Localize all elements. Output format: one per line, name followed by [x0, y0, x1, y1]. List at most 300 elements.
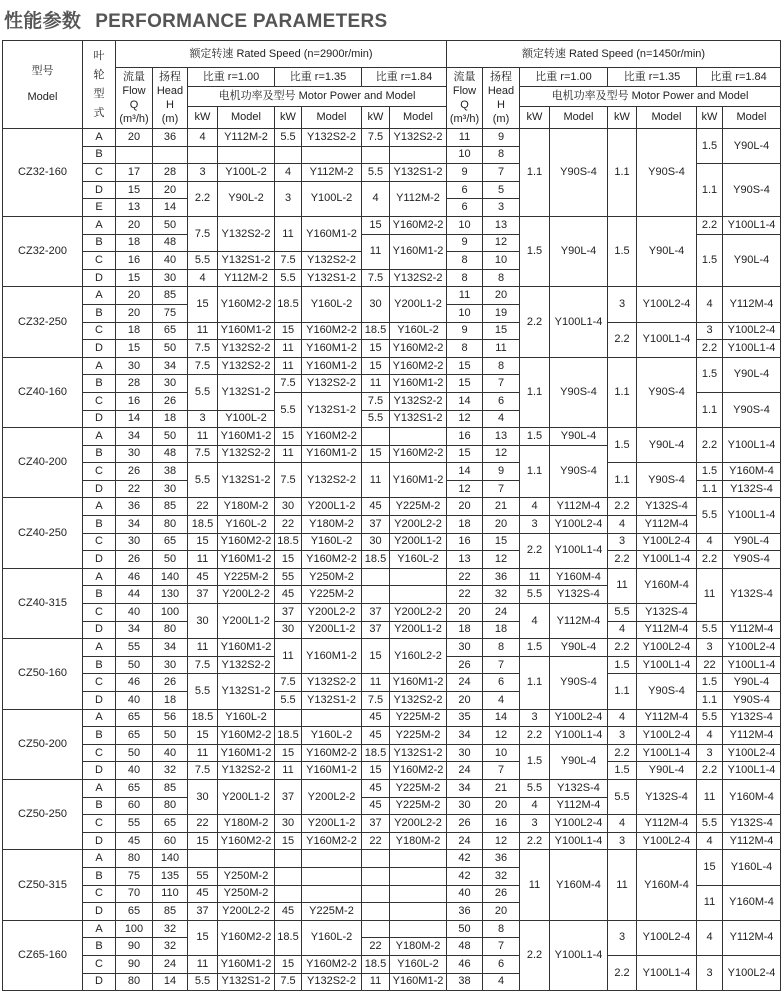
1450-kw: 5.5 — [697, 709, 723, 727]
2900-motor-model: Y160M2-2 — [390, 340, 447, 358]
2900-motor-model: Y160M1-2 — [302, 762, 362, 780]
1450-motor-model: Y90L-4 — [637, 216, 697, 286]
2900-motor-model: Y112M-2 — [218, 129, 275, 147]
1450-kw: 1.5 — [697, 674, 723, 692]
table-row — [3, 762, 781, 780]
1450-flow: 9 — [447, 234, 483, 252]
2900-flow: 65 — [116, 727, 153, 745]
2900-head: 75 — [153, 304, 188, 322]
2900-kw: 7.5 — [362, 269, 390, 287]
2900-kw: 15 — [275, 551, 302, 569]
1450-kw: 4 — [520, 797, 550, 815]
2900-motor-model: Y132S2-2 — [302, 674, 362, 692]
2900-flow: 14 — [116, 410, 153, 428]
2900-motor-model — [302, 867, 362, 885]
1450-flow: 9 — [447, 164, 483, 182]
1450-flow: 46 — [447, 955, 483, 973]
impeller-type: B — [83, 146, 116, 164]
2900-kw: 15 — [362, 216, 390, 234]
1450-kw: 2.2 — [520, 920, 550, 990]
2900-flow: 46 — [116, 568, 153, 586]
2900-kw — [275, 146, 302, 164]
1450-motor-model: Y90S-4 — [550, 129, 608, 217]
1450-motor-model: Y112M-4 — [550, 604, 608, 639]
2900-kw: 45 — [362, 498, 390, 516]
1450-motor-model: Y100L2-4 — [637, 920, 697, 955]
2900-kw: 11 — [275, 445, 302, 463]
pump-model: CZ40-250 — [3, 498, 83, 568]
1450-motor-model: Y90S-4 — [550, 357, 608, 427]
2900-motor-model: Y132S2-2 — [390, 129, 447, 147]
1450-flow: 12 — [447, 480, 483, 498]
1450-kw: 1.1 — [608, 674, 637, 709]
2900-kw: 4 — [275, 164, 302, 182]
1450-flow: 20 — [447, 692, 483, 710]
header-specific-gravity: 比重 r=1.35 — [608, 68, 697, 87]
2900-kw: 11 — [275, 639, 302, 674]
impeller-type: B — [83, 938, 116, 956]
2900-head: 80 — [153, 516, 188, 534]
2900-motor-model: Y132S1-2 — [390, 410, 447, 428]
2900-kw: 4 — [188, 269, 218, 287]
header-model: 型号 Model — [3, 41, 83, 129]
2900-kw: 11 — [188, 744, 218, 762]
1450-motor-model: Y132S-4 — [637, 604, 697, 622]
1450-motor-model: Y100L1-4 — [637, 744, 697, 762]
2900-kw: 18.5 — [362, 955, 390, 973]
2900-motor-model: Y112M-2 — [218, 269, 275, 287]
1450-kw: 11 — [608, 568, 637, 603]
2900-flow: 20 — [116, 287, 153, 305]
1450-flow: 10 — [447, 216, 483, 234]
header-motor: 电机功率及型号 Motor Power and Model — [520, 87, 781, 107]
header-kw: kW — [275, 107, 302, 129]
2900-head: 26 — [153, 674, 188, 692]
2900-kw: 5.5 — [188, 973, 218, 991]
table-row — [3, 815, 781, 833]
2900-head: 50 — [153, 727, 188, 745]
1450-kw: 5.5 — [608, 779, 637, 814]
2900-motor-model: Y200L1-2 — [390, 533, 447, 551]
1450-motor-model: Y90S-4 — [723, 392, 781, 427]
1450-flow: 50 — [447, 920, 483, 938]
header-kw: kW — [520, 107, 550, 129]
2900-motor-model: Y132S2-2 — [302, 129, 362, 147]
1450-motor-model: Y132S-4 — [723, 480, 781, 498]
2900-flow: 22 — [116, 480, 153, 498]
2900-kw — [188, 146, 218, 164]
header-specific-gravity: 比重 r=1.00 — [520, 68, 608, 87]
2900-motor-model: Y160M2-2 — [390, 762, 447, 780]
2900-kw: 18.5 — [188, 516, 218, 534]
2900-flow — [116, 146, 153, 164]
impeller-type: D — [83, 832, 116, 850]
2900-motor-model: Y132S2-2 — [218, 216, 275, 251]
1450-head: 5 — [483, 181, 520, 199]
1450-kw: 1.1 — [520, 656, 550, 709]
2900-head: 56 — [153, 709, 188, 727]
title-cn: 性能参数 — [4, 11, 82, 32]
2900-head: 50 — [153, 340, 188, 358]
2900-flow: 30 — [116, 357, 153, 375]
2900-head: 30 — [153, 480, 188, 498]
1450-kw: 1.1 — [697, 164, 723, 217]
2900-kw: 15 — [275, 322, 302, 340]
impeller-type: A — [83, 639, 116, 657]
1450-motor-model: Y90S-4 — [550, 445, 608, 498]
1450-motor-model: Y100L2-4 — [723, 955, 781, 990]
2900-motor-model: Y160M2-2 — [302, 832, 362, 850]
1450-flow: 30 — [447, 744, 483, 762]
impeller-type: C — [83, 392, 116, 410]
1450-motor-model: Y90L-4 — [723, 129, 781, 164]
1450-flow: 38 — [447, 973, 483, 991]
2900-motor-model: Y160M2-2 — [218, 920, 275, 955]
2900-kw: 37 — [362, 604, 390, 622]
2900-kw: 37 — [275, 604, 302, 622]
1450-kw: 1.5 — [608, 216, 637, 286]
2900-motor-model: Y90L-2 — [218, 181, 275, 216]
2900-motor-model: Y225M-2 — [218, 568, 275, 586]
2900-motor-model: Y132S2-2 — [218, 357, 275, 375]
1450-kw: 3 — [608, 920, 637, 955]
pump-model: CZ50-160 — [3, 639, 83, 709]
2900-kw: 15 — [188, 832, 218, 850]
impeller-type: C — [83, 463, 116, 481]
2900-kw: 22 — [275, 516, 302, 534]
2900-motor-model: Y180M-2 — [390, 832, 447, 850]
1450-head: 7 — [483, 480, 520, 498]
table-row — [3, 674, 781, 692]
2900-motor-model: Y180M-2 — [218, 498, 275, 516]
2900-motor-model: Y180M-2 — [390, 938, 447, 956]
table-row — [3, 533, 781, 551]
1450-kw: 4 — [520, 604, 550, 639]
1450-motor-model: Y100L1-4 — [637, 955, 697, 990]
impeller-type: B — [83, 867, 116, 885]
2900-head: 30 — [153, 375, 188, 393]
2900-motor-model: Y250M-2 — [218, 867, 275, 885]
header-motor-model: Model — [550, 107, 608, 129]
impeller-type: A — [83, 779, 116, 797]
2900-kw: 30 — [362, 287, 390, 322]
2900-kw: 15 — [275, 832, 302, 850]
2900-motor-model — [390, 428, 447, 446]
2900-kw: 11 — [188, 428, 218, 446]
1450-head: 4 — [483, 973, 520, 991]
2900-motor-model: Y160L-2 — [302, 727, 362, 745]
impeller-type: A — [83, 129, 116, 147]
1450-kw: 4 — [697, 533, 723, 551]
1450-kw: 3 — [608, 287, 637, 322]
2900-motor-model: Y132S2-2 — [218, 762, 275, 780]
2900-motor-model: Y160M1-2 — [390, 234, 447, 269]
2900-motor-model: Y200L1-2 — [218, 604, 275, 639]
2900-kw: 7.5 — [188, 656, 218, 674]
impeller-type: C — [83, 533, 116, 551]
table-body — [3, 129, 781, 991]
1450-flow: 18 — [447, 621, 483, 639]
1450-kw: 4 — [520, 498, 550, 516]
impeller-type: D — [83, 762, 116, 780]
2900-kw: 15 — [362, 445, 390, 463]
1450-flow: 30 — [447, 797, 483, 815]
2900-motor-model: Y160L-2 — [390, 322, 447, 340]
header-head: 扬程 Head H (m) — [483, 68, 520, 129]
1450-head: 8 — [483, 639, 520, 657]
table-row — [3, 832, 781, 850]
1450-kw: 2.2 — [608, 744, 637, 762]
1450-kw: 1.5 — [520, 428, 550, 446]
impeller-type: D — [83, 340, 116, 358]
1450-kw: 3 — [608, 832, 637, 850]
2900-head: 50 — [153, 428, 188, 446]
1450-motor-model: Y100L1-4 — [637, 656, 697, 674]
2900-motor-model: Y100L-2 — [218, 164, 275, 182]
2900-head: 36 — [153, 129, 188, 147]
impeller-type: D — [83, 480, 116, 498]
2900-motor-model: Y250M-2 — [218, 885, 275, 903]
2900-kw: 30 — [275, 815, 302, 833]
2900-kw: 11 — [362, 973, 390, 991]
header-impeller: 叶轮型式 — [83, 41, 116, 129]
1450-motor-model: Y112M-4 — [637, 709, 697, 727]
2900-flow: 90 — [116, 938, 153, 956]
1450-kw: 11 — [608, 850, 637, 920]
2900-kw — [362, 428, 390, 446]
1450-flow: 24 — [447, 832, 483, 850]
2900-flow: 40 — [116, 604, 153, 622]
1450-motor-model: Y112M-4 — [723, 727, 781, 745]
2900-motor-model: Y160M2-2 — [302, 551, 362, 569]
2900-kw: 37 — [188, 903, 218, 921]
1450-kw: 5.5 — [520, 586, 550, 604]
2900-kw — [362, 146, 390, 164]
1450-kw: 1.5 — [697, 129, 723, 164]
1450-head: 8 — [483, 920, 520, 938]
2900-kw: 37 — [362, 621, 390, 639]
1450-kw: 1.1 — [697, 480, 723, 498]
table-header — [3, 41, 781, 129]
1450-flow: 24 — [447, 674, 483, 692]
2900-kw: 30 — [362, 533, 390, 551]
1450-flow: 11 — [447, 129, 483, 147]
2900-motor-model: Y132S1-2 — [302, 392, 362, 427]
table-row — [3, 322, 781, 340]
2900-motor-model: Y132S2-2 — [390, 269, 447, 287]
2900-motor-model: Y160M2-2 — [302, 955, 362, 973]
2900-head: 85 — [153, 903, 188, 921]
2900-kw: 45 — [275, 903, 302, 921]
header-motor-model: Model — [218, 107, 275, 129]
2900-motor-model — [218, 146, 275, 164]
2900-motor-model: Y160M1-2 — [390, 973, 447, 991]
1450-motor-model: Y112M-4 — [723, 920, 781, 955]
2900-motor-model: Y200L2-2 — [390, 516, 447, 534]
2900-head: 34 — [153, 357, 188, 375]
2900-motor-model — [390, 146, 447, 164]
2900-head: 140 — [153, 568, 188, 586]
2900-kw: 5.5 — [275, 269, 302, 287]
2900-kw — [362, 850, 390, 868]
1450-motor-model: Y100L1-4 — [550, 832, 608, 850]
pump-model: CZ32-200 — [3, 216, 83, 286]
1450-motor-model: Y112M-4 — [550, 498, 608, 516]
1450-motor-model: Y132S-4 — [550, 586, 608, 604]
2900-kw: 18.5 — [362, 551, 390, 569]
1450-motor-model: Y132S-4 — [723, 568, 781, 621]
1450-motor-model: Y100L1-4 — [723, 498, 781, 533]
impeller-type: D — [83, 181, 116, 199]
impeller-type: B — [83, 375, 116, 393]
2900-kw: 22 — [362, 832, 390, 850]
2900-head: 34 — [153, 639, 188, 657]
impeller-type: A — [83, 357, 116, 375]
2900-flow: 18 — [116, 322, 153, 340]
1450-flow: 9 — [447, 322, 483, 340]
2900-kw: 37 — [188, 586, 218, 604]
2900-motor-model: Y160L2-2 — [390, 639, 447, 674]
1450-kw: 3 — [697, 955, 723, 990]
1450-kw: 5.5 — [520, 779, 550, 797]
2900-kw: 5.5 — [362, 164, 390, 182]
2900-flow: 15 — [116, 269, 153, 287]
1450-motor-model: Y90S-4 — [637, 357, 697, 427]
2900-kw: 22 — [188, 498, 218, 516]
2900-kw: 7.5 — [275, 973, 302, 991]
2900-kw: 18.5 — [362, 744, 390, 762]
2900-motor-model: Y225M-2 — [302, 903, 362, 921]
1450-kw: 3 — [697, 744, 723, 762]
1450-motor-model: Y100L1-4 — [723, 428, 781, 463]
2900-motor-model: Y200L1-2 — [390, 621, 447, 639]
table-row — [3, 604, 781, 622]
1450-head: 6 — [483, 392, 520, 410]
table-row — [3, 568, 781, 586]
1450-kw: 11 — [520, 568, 550, 586]
1450-motor-model: Y160M-4 — [637, 850, 697, 920]
2900-head: 28 — [153, 164, 188, 182]
2900-kw: 4 — [362, 181, 390, 216]
2900-motor-model: Y132S1-2 — [218, 375, 275, 410]
2900-kw: 7.5 — [275, 463, 302, 498]
2900-kw: 7.5 — [275, 674, 302, 692]
2900-kw: 55 — [275, 568, 302, 586]
2900-motor-model: Y160M2-2 — [302, 744, 362, 762]
2900-flow: 45 — [116, 832, 153, 850]
1450-flow: 14 — [447, 392, 483, 410]
2900-kw: 3 — [188, 410, 218, 428]
1450-kw: 1.1 — [608, 357, 637, 427]
2900-motor-model: Y160L-2 — [218, 709, 275, 727]
2900-motor-model: Y200L2-2 — [218, 903, 275, 921]
1450-kw: 1.5 — [697, 357, 723, 392]
1450-motor-model: Y100L1-4 — [723, 656, 781, 674]
1450-motor-model: Y132S-4 — [723, 709, 781, 727]
1450-kw: 3 — [608, 727, 637, 745]
2900-motor-model: Y225M-2 — [390, 779, 447, 797]
2900-head: 30 — [153, 269, 188, 287]
impeller-type: A — [83, 568, 116, 586]
1450-flow: 20 — [447, 604, 483, 622]
1450-motor-model: Y100L2-4 — [550, 516, 608, 534]
1450-flow: 15 — [447, 445, 483, 463]
1450-head: 21 — [483, 498, 520, 516]
1450-kw: 2.2 — [608, 551, 637, 569]
1450-motor-model: Y132S-4 — [637, 779, 697, 814]
2900-flow: 50 — [116, 744, 153, 762]
2900-flow: 65 — [116, 779, 153, 797]
1450-kw: 22 — [697, 656, 723, 674]
2900-kw: 30 — [188, 604, 218, 639]
2900-kw: 15 — [362, 340, 390, 358]
1450-flow: 13 — [447, 551, 483, 569]
2900-motor-model — [302, 850, 362, 868]
2900-motor-model: Y180M-2 — [218, 815, 275, 833]
2900-kw: 4 — [188, 129, 218, 147]
table-row — [3, 551, 781, 569]
2900-motor-model: Y132S1-2 — [218, 674, 275, 709]
2900-kw: 11 — [188, 551, 218, 569]
1450-flow: 26 — [447, 656, 483, 674]
1450-kw: 1.5 — [608, 762, 637, 780]
1450-head: 12 — [483, 832, 520, 850]
2900-kw: 7.5 — [275, 375, 302, 393]
2900-motor-model: Y160M1-2 — [218, 551, 275, 569]
1450-head: 20 — [483, 287, 520, 305]
1450-motor-model: Y160M-4 — [550, 568, 608, 586]
2900-kw: 5.5 — [188, 375, 218, 410]
2900-motor-model: Y160M2-2 — [302, 428, 362, 446]
1450-kw: 1.1 — [697, 692, 723, 710]
2900-head: 18 — [153, 410, 188, 428]
2900-flow: 15 — [116, 340, 153, 358]
1450-flow: 34 — [447, 727, 483, 745]
pump-model: CZ50-250 — [3, 779, 83, 849]
1450-motor-model: Y160M-4 — [723, 779, 781, 814]
2900-motor-model: Y200L2-2 — [302, 604, 362, 622]
pump-model: CZ65-160 — [3, 920, 83, 990]
1450-flow: 34 — [447, 779, 483, 797]
2900-kw: 45 — [362, 709, 390, 727]
pump-model: CZ50-200 — [3, 709, 83, 779]
1450-motor-model: Y90L-4 — [550, 216, 608, 286]
1450-kw: 4 — [608, 621, 637, 639]
impeller-type: B — [83, 656, 116, 674]
table-row — [3, 850, 781, 868]
1450-kw: 1.1 — [520, 357, 550, 427]
2900-motor-model: Y160L-2 — [390, 955, 447, 973]
1450-head: 6 — [483, 955, 520, 973]
2900-motor-model: Y160L-2 — [218, 516, 275, 534]
page-title — [4, 6, 388, 33]
1450-head: 36 — [483, 568, 520, 586]
1450-head: 32 — [483, 867, 520, 885]
2900-motor-model: Y160M1-2 — [218, 639, 275, 657]
1450-kw: 4 — [608, 709, 637, 727]
1450-head: 13 — [483, 428, 520, 446]
2900-head: 32 — [153, 920, 188, 938]
2900-head: 80 — [153, 797, 188, 815]
2900-flow: 46 — [116, 674, 153, 692]
1450-motor-model: Y90L-4 — [637, 762, 697, 780]
table-row — [3, 129, 781, 147]
2900-kw: 45 — [188, 885, 218, 903]
2900-motor-model: Y132S2-2 — [302, 375, 362, 393]
table-row — [3, 779, 781, 797]
2900-head: 24 — [153, 955, 188, 973]
1450-motor-model: Y90L-4 — [723, 357, 781, 392]
